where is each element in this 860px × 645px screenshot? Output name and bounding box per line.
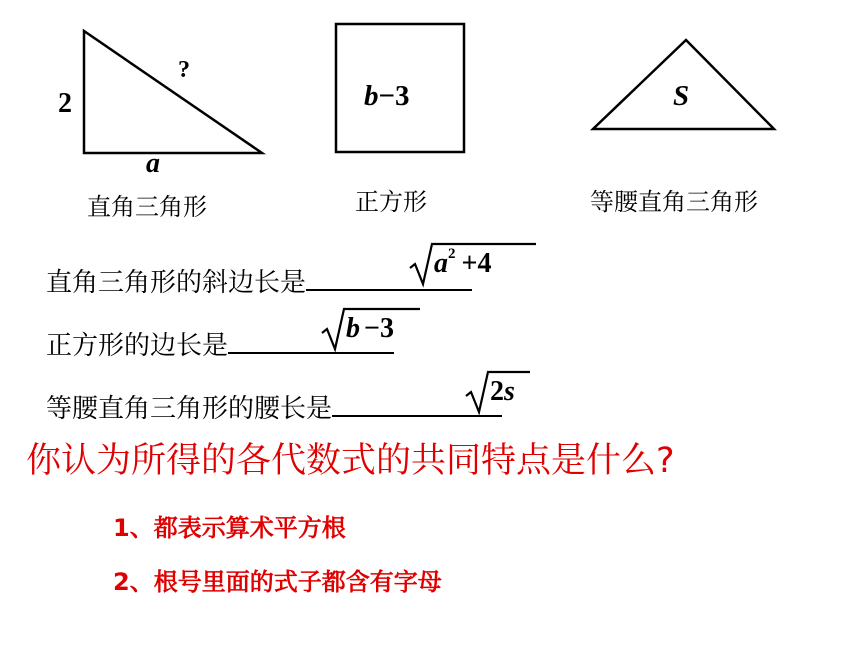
point-2: 2、根号里面的式子都含有字母 (113, 568, 442, 596)
square-label-var: b (364, 80, 379, 112)
radicand-2-rest: −3 (364, 313, 394, 344)
radicand-3-coef: 2 (490, 376, 504, 407)
right-triangle-shape (84, 31, 262, 153)
question-1-text: 直角三角形的斜边长是 (46, 268, 307, 298)
radicand-1-var: a (434, 248, 448, 279)
point-1: 1、都表示算术平方根 (113, 514, 346, 542)
radicand-1-exponent: 2 (448, 245, 456, 262)
answer-2 (322, 305, 432, 353)
radicand-3 (490, 376, 515, 408)
isosceles-caption: 等腰直角三角形 (590, 188, 758, 216)
question-3-text: 等腰直角三角形的腰长是 (46, 394, 333, 424)
question-3 (46, 389, 502, 424)
side-label-a: a (146, 148, 160, 179)
hypotenuse-label: ? (178, 57, 190, 83)
radicand-3-var: s (504, 376, 515, 407)
answer-3 (466, 368, 546, 416)
square-caption: 正方形 (355, 188, 427, 216)
square-label-rest: −3 (378, 80, 410, 112)
radicand-1 (434, 245, 492, 280)
prompt-question: 你认为所得的各代数式的共同特点是什么? (26, 441, 675, 481)
square-label (364, 80, 410, 113)
right-triangle-caption: 直角三角形 (87, 193, 207, 221)
answer-1 (410, 240, 540, 288)
radicand-1-rest: +4 (461, 248, 492, 279)
radicand-2 (346, 313, 394, 345)
side-label-2: 2 (58, 88, 72, 119)
radicand-2-var: b (346, 313, 360, 344)
area-label-s: S (673, 80, 690, 112)
question-2-text: 正方形的边长是 (46, 331, 229, 361)
question-1 (46, 263, 472, 298)
